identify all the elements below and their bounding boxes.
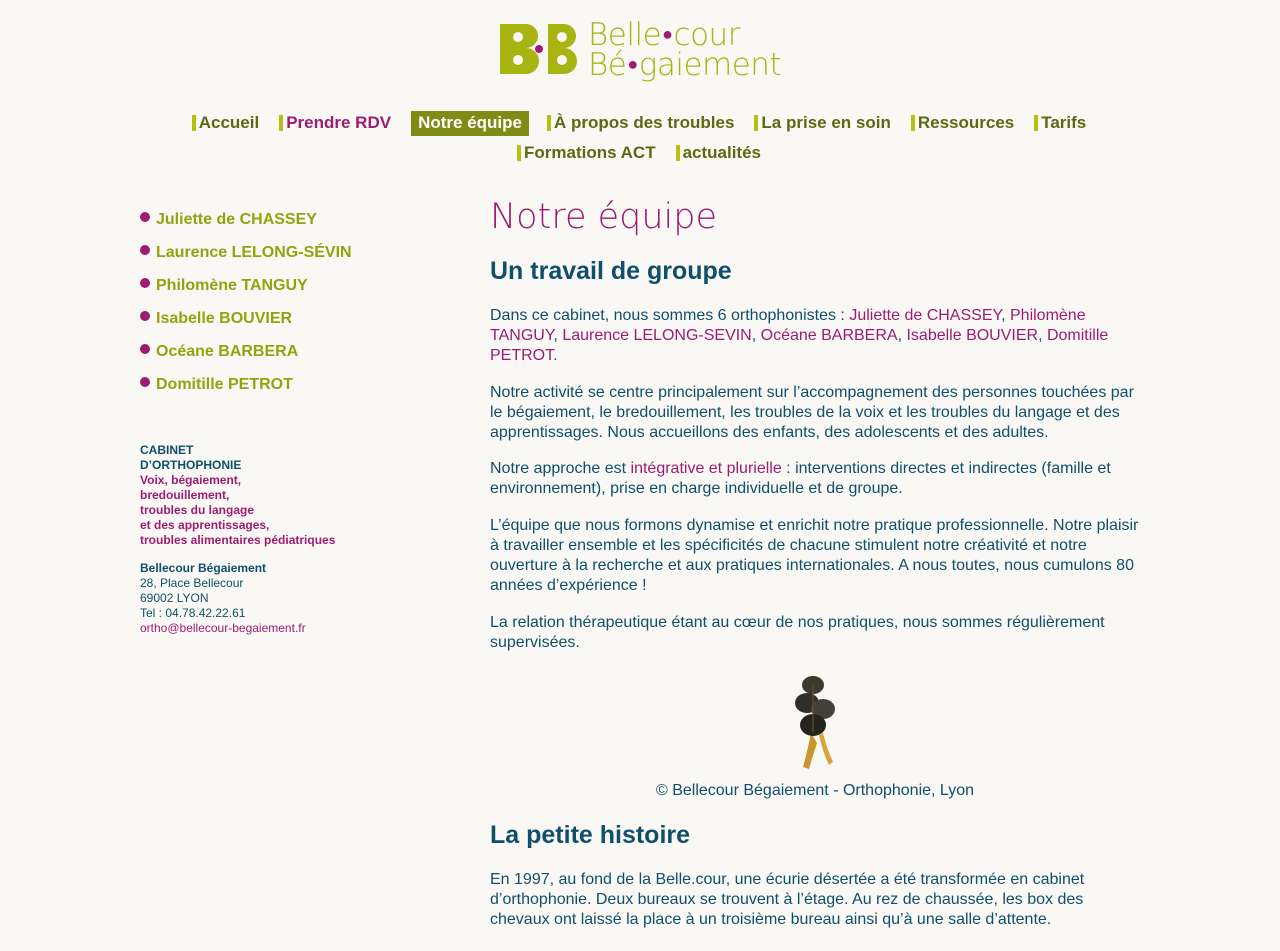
team-paragraph: Dans ce cabinet, nous sommes 6 orthophonistes : Juliette de CHASSEY, Philomène TANGUY, Laurence LELONG-SEVIN, Océane BARBERA, Isabelle BOUVIER, Domitille PETROT. xyxy=(490,307,1109,364)
link-barbera[interactable]: Océane BARBERA xyxy=(760,327,898,344)
activity-paragraph: Notre activité se centre principalement sur l’accompagnement des personnes touchées par le bégaiement, le bredouillement, les troubles de la voix et les troubles du langage et des apprentissages. Nous accueillons des enfants, des adolescents et des adultes. xyxy=(490,384,1134,441)
umbrellas-illustration-icon xyxy=(785,673,845,773)
nav-ressources[interactable]: Ressources xyxy=(911,111,1016,136)
main-content xyxy=(490,195,1140,930)
nav-marker-icon xyxy=(517,145,521,161)
link-petrot[interactable]: Domitille PETROT xyxy=(490,327,1109,364)
supervision-paragraph: La relation thérapeutique étant au cœur de nos pratiques, nous sommes régulièrement supervisées. xyxy=(490,614,1105,651)
approach-paragraph: Notre approche est intégrative et plurielle : interventions directes et indirectes (famille et environnement), prise en charge individuelle et de groupe. xyxy=(490,460,1111,497)
cabinet-specialties xyxy=(140,473,440,548)
specialty-line: troubles du langage xyxy=(140,503,255,517)
bullet-icon xyxy=(140,212,150,222)
nav-row-2 xyxy=(0,138,1280,168)
main-navigation xyxy=(0,108,1280,168)
sidebar xyxy=(140,203,440,636)
image-caption: © Bellecour Bégaiement - Orthophonie, Lyon xyxy=(655,782,975,799)
member-link-lelong-sevin[interactable]: Laurence LELONG-SÉVIN xyxy=(140,236,440,269)
bullet-icon xyxy=(140,344,150,354)
page-title: Notre équipe xyxy=(490,197,718,237)
nav-marker-icon xyxy=(754,115,758,131)
cabinet-title-line: CABINET xyxy=(140,443,194,457)
section-heading-travail: Un travail de groupe xyxy=(490,257,732,285)
specialty-line: et des apprentissages, xyxy=(140,518,270,532)
logo-wordmark xyxy=(588,17,782,83)
specialty-line: bredouillement, xyxy=(140,488,230,502)
nav-marker-icon xyxy=(676,145,680,161)
site-logo[interactable] xyxy=(498,18,788,88)
link-lelong-sevin[interactable]: Laurence LELONG-SEVIN xyxy=(562,327,752,344)
cabinet-title-line: D’ORTHOPHONIE xyxy=(140,458,242,472)
bullet-icon xyxy=(140,278,150,288)
member-link-petrot[interactable]: Domitille PETROT xyxy=(140,368,440,401)
nav-notre-equipe[interactable]: Notre équipe xyxy=(411,111,529,136)
member-link-barbera[interactable]: Océane BARBERA xyxy=(140,335,440,368)
illustration-figure xyxy=(490,673,1140,800)
nav-marker-icon xyxy=(547,115,551,131)
nav-a-propos[interactable]: À propos des troubles xyxy=(547,111,736,136)
nav-row-1 xyxy=(0,108,1280,138)
team-dynamics-paragraph: L’équipe que nous formons dynamise et enrichit notre pratique professionnelle. Notre plaisir à travailler ensemble et les spécificités de chacune stimulent notre créativité et notre ouverture à la recherche et aux pratiques internationales. A nous toutes, nous cumulons 80 années d’expérience ! xyxy=(490,517,1139,594)
bullet-icon xyxy=(140,311,150,321)
contact-address xyxy=(140,561,440,636)
team-member-list xyxy=(140,203,440,401)
nav-tarifs[interactable]: Tarifs xyxy=(1034,111,1088,136)
nav-accueil[interactable]: Accueil xyxy=(192,111,261,136)
practice-name: Bellecour Bégaiement xyxy=(140,561,267,575)
nav-marker-icon xyxy=(192,115,196,131)
nav-marker-icon xyxy=(911,115,915,131)
bullet-icon xyxy=(140,377,150,387)
nav-marker-icon xyxy=(279,115,283,131)
cabinet-title xyxy=(140,443,440,473)
link-bouvier[interactable]: Isabelle BOUVIER xyxy=(906,327,1039,344)
link-chassey[interactable]: Juliette de CHASSEY xyxy=(849,307,1002,324)
nav-prendre-rdv[interactable]: Prendre RDV xyxy=(279,111,393,136)
link-tanguy[interactable]: Philomène TANGUY xyxy=(490,307,1086,344)
logo-line-2: Bé●gaiement xyxy=(588,47,782,83)
street: 28, Place Bellecour xyxy=(140,576,244,590)
member-link-bouvier[interactable]: Isabelle BOUVIER xyxy=(140,302,440,335)
section-heading-histoire: La petite histoire xyxy=(490,821,691,849)
specialty-line: troubles alimentaires pédiatriques xyxy=(140,533,336,547)
bullet-icon xyxy=(140,245,150,255)
logo-line-1: Belle●cour xyxy=(588,17,740,53)
nav-formations-act[interactable]: Formations ACT xyxy=(517,141,658,166)
specialty-line: Voix, bégaiement, xyxy=(140,473,242,487)
member-link-tanguy[interactable]: Philomène TANGUY xyxy=(140,269,440,302)
member-link-chassey[interactable]: Juliette de CHASSEY xyxy=(140,203,440,236)
phone: Tel : 04.78.42.22.61 xyxy=(140,606,246,620)
link-integrative[interactable]: intégrative et plurielle xyxy=(630,460,782,477)
nav-prise-en-soin[interactable]: La prise en soin xyxy=(754,111,892,136)
nav-marker-icon xyxy=(1034,115,1038,131)
bb-logo-mark-icon xyxy=(498,18,580,78)
nav-actualites[interactable]: actualités xyxy=(676,141,763,166)
city: 69002 LYON xyxy=(140,591,209,605)
history-paragraph: En 1997, au fond de la Belle.cour, une écurie désertée a été transformée en cabinet d’orthophonie. Deux bureaux se trouvent à l’étage. Au rez de chaussée, les box des chevaux ont laissé la place à un troisième bureau ainsi qu’à une salle d’attente. xyxy=(490,871,1085,928)
email-link[interactable]: ortho@bellecour-begaiement.fr xyxy=(140,621,306,635)
